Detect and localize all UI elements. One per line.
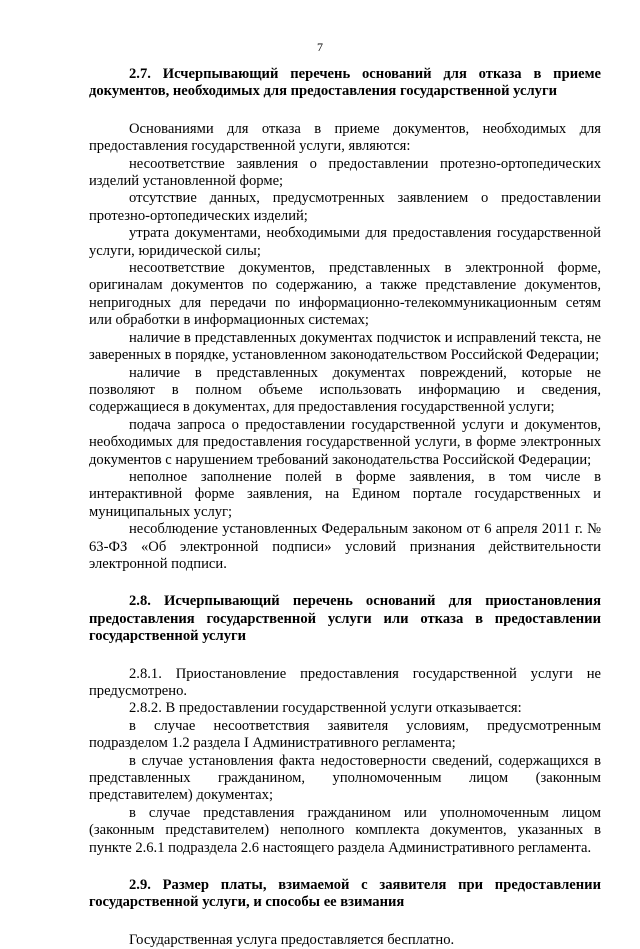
list-item: отсутствие данных, предусмотренных заявлением о предоставлении протезно-ортопедических изделий; — [89, 190, 601, 224]
paragraph: Основаниями для отказа в приеме документов, необходимых для предоставления государственной услуги, являются: — [89, 120, 601, 155]
list-item: наличие в представленных документах подчисток и исправлений текста, не заверенных в порядке, установленном законодательством Российской Федерации; — [89, 329, 601, 364]
section-2-8 — [89, 593, 601, 857]
paragraph: 2.8.1. Приостановление предоставления государственной услуги не предусмотрено. — [89, 665, 601, 699]
list-item: наличие в представленных документах повреждений, которые не позволяют в полном объеме использовать информацию и сведения, содержащиеся в документах, для предоставления государственной услуги; — [89, 364, 601, 416]
list-item: несоответствие заявления о предоставлении протезно-ортопедических изделий установленной форме; — [89, 155, 601, 190]
list-item: утрата документами, необходимыми для предоставления государственной услуги, юридической силы; — [89, 225, 601, 259]
list-item: в случае установления факта недостоверности сведений, содержащихся в представленных гражданином, уполномоченным лицом (законным представителем) документах; — [89, 752, 601, 804]
list-item: несоответствие документов, представленных в электронной форме, оригиналам документов по содержанию, а также представление документов, непригодных для передачи по информационно-телекоммуникационным сетям или обработки в информационных системах; — [89, 260, 601, 329]
section-heading: 2.9. Размер платы, взимаемой с заявителя при предоставлении государственной услуги, и способы ее взимания — [89, 877, 601, 911]
paragraph: 2.8.2. В предоставлении государственной услуги отказывается: — [129, 700, 522, 717]
list-item: в случае представления гражданином или уполномоченным лицом (законным представителем) неполного комплекта документов, указанных в пункте 2.6.1 подраздела 2.6 настоящего раздела Административного регламента. — [89, 804, 601, 856]
section-2-9 — [89, 877, 601, 949]
section-heading: 2.7. Исчерпывающий перечень оснований для отказа в приеме документов, необходимых для предоставления государственной услуги — [89, 66, 601, 100]
list-item: подача запроса о предоставлении государственной услуги и документов, необходимых для предоставления государственной услуги, в форме электронных документов с нарушением требований законодательства Российской Федерации; — [89, 416, 601, 468]
paragraph: Государственная услуга предоставляется бесплатно. — [129, 931, 455, 948]
list-item: неполное заполнение полей в форме заявления, в том числе в интерактивной форме заявления, на Едином портале государственных и муниципальных услуг; — [89, 468, 601, 520]
section-2-7 — [89, 66, 601, 573]
section-heading: 2.8. Исчерпывающий перечень оснований для приостановления предоставления государственной услуги или отказа в предоставлении государственной услуги — [89, 593, 601, 645]
page-number: 7 — [317, 40, 323, 54]
list-item: в случае несоответствия заявителя условиям, предусмотренным подразделом 1.2 раздела I Административного регламента; — [89, 717, 601, 752]
page-content — [89, 66, 601, 949]
list-item: несоблюдение установленных Федеральным законом от 6 апреля 2011 г. № 63-ФЗ «Об электронной подписи» условий признания действительности электронной подписи. — [89, 521, 601, 572]
